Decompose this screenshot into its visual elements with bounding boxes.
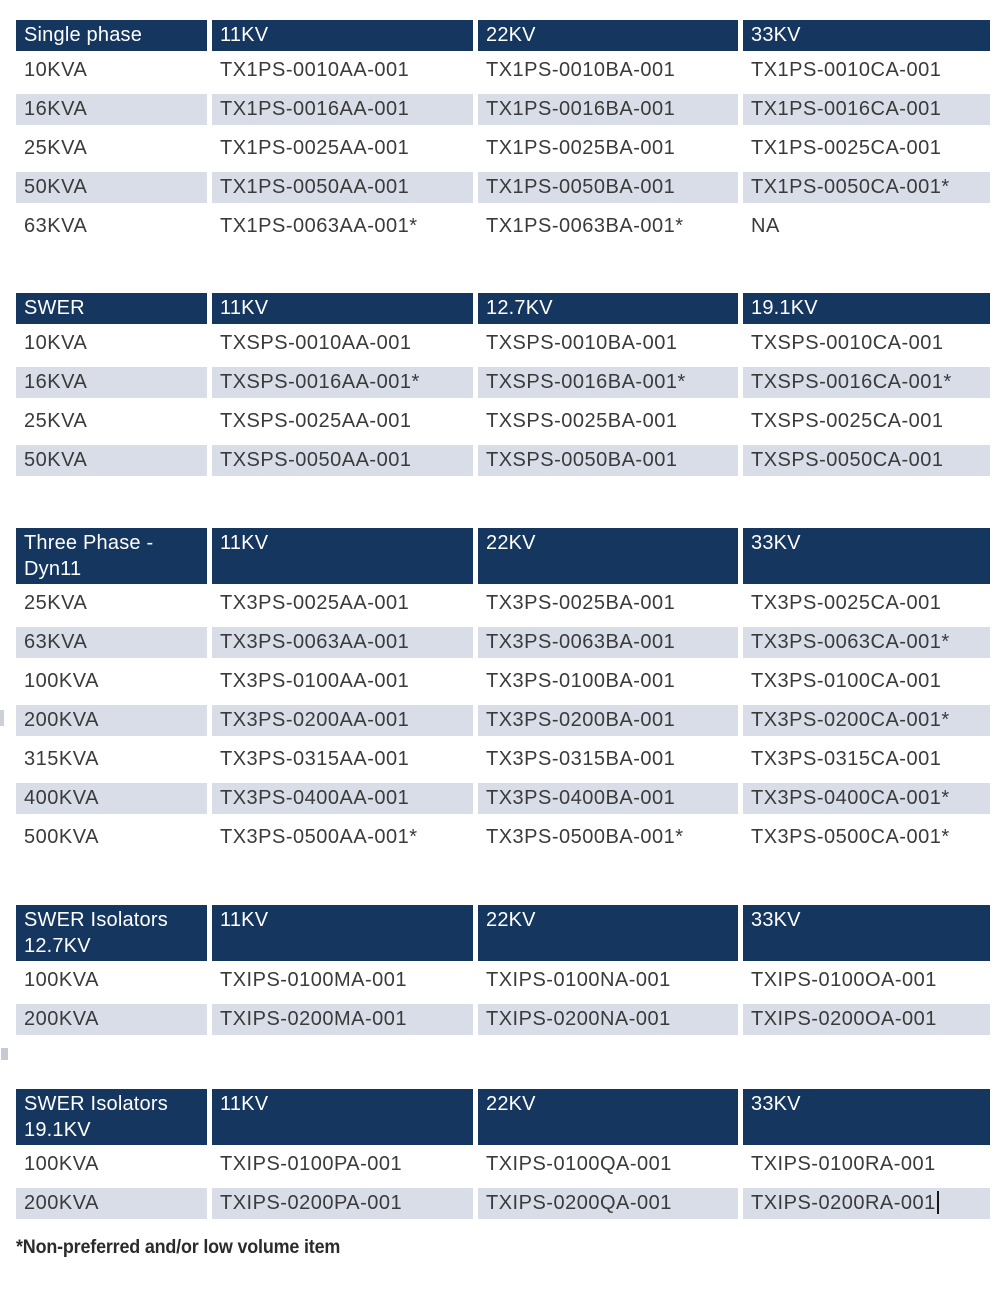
- edge-artifact: [0, 710, 4, 726]
- cell-text: TX3PS-0400CA-001*: [751, 787, 950, 809]
- row-label-cell: [16, 207, 207, 246]
- table-row: [16, 363, 990, 402]
- table-row: [16, 1184, 990, 1223]
- cell-text: TXSPS-0025CA-001: [751, 410, 944, 432]
- cell-text: TX3PS-0100BA-001: [486, 670, 676, 692]
- table-body: [16, 51, 990, 246]
- cell-text: 315KVA: [24, 748, 99, 770]
- cell-text: TX3PS-0025AA-001: [220, 592, 410, 614]
- table-body: [16, 324, 990, 480]
- text-cursor: [937, 1191, 939, 1214]
- table-row: [16, 623, 990, 662]
- product-code-cell: [743, 1000, 990, 1039]
- row-label-cell: [16, 961, 207, 1000]
- product-code-cell: [743, 207, 990, 246]
- column-header-11kv: 11KV: [212, 1089, 473, 1145]
- column-header-11kv: 11KV: [212, 20, 473, 51]
- cell-text: TXIPS-0200NA-001: [486, 1008, 671, 1030]
- edge-artifact: [1, 1048, 8, 1060]
- row-label-cell: [16, 701, 207, 740]
- row-label-cell: [16, 1145, 207, 1184]
- cell-text: TXIPS-0100PA-001: [220, 1153, 403, 1175]
- cell-text: TX1PS-0010AA-001: [220, 59, 410, 81]
- cell-text: TXIPS-0200OA-001: [751, 1008, 937, 1030]
- cell-text: TX3PS-0500AA-001*: [220, 826, 418, 848]
- cell-text: TXIPS-0100NA-001: [486, 969, 671, 991]
- row-label-cell: [16, 584, 207, 623]
- product-code-cell: [212, 701, 473, 740]
- cell-text: 200KVA: [24, 1008, 99, 1030]
- non-preferred-footnote: *Non-preferred and/or low volume item: [16, 1236, 341, 1258]
- table-row: [16, 402, 990, 441]
- table-row: [16, 1145, 990, 1184]
- product-code-cell: [478, 1184, 738, 1223]
- product-code-cell: [743, 129, 990, 168]
- cell-text: TX3PS-0500CA-001*: [751, 826, 950, 848]
- cell-text: TX3PS-0025CA-001: [751, 592, 942, 614]
- table-header-row: [16, 905, 990, 961]
- product-code-cell: [478, 662, 738, 701]
- cell-text: TX3PS-0200AA-001: [220, 709, 410, 731]
- column-header-11kv: 11KV: [212, 528, 473, 584]
- row-label-cell: [16, 818, 207, 857]
- table-body: [16, 961, 990, 1039]
- cell-text: TXSPS-0050AA-001: [220, 449, 412, 471]
- product-code-cell: [743, 740, 990, 779]
- row-label-cell: [16, 740, 207, 779]
- cell-text: TXIPS-0200QA-001: [486, 1192, 672, 1214]
- cell-text: TX3PS-0100AA-001: [220, 670, 410, 692]
- product-code-cell: [212, 961, 473, 1000]
- column-header-11kv: 11KV: [212, 905, 473, 961]
- product-code-cell: [478, 168, 738, 207]
- cell-text: TX1PS-0016CA-001: [751, 98, 942, 120]
- cell-text: TX1PS-0050AA-001: [220, 176, 410, 198]
- cell-text: TXIPS-0200MA-001: [220, 1008, 407, 1030]
- product-code-cell: [212, 90, 473, 129]
- table-row: [16, 818, 990, 857]
- row-label-cell: [16, 51, 207, 90]
- row-label-cell: [16, 168, 207, 207]
- product-code-cell: [743, 1145, 990, 1184]
- table-title-cell: SWER: [16, 293, 207, 324]
- table-title-cell: SWER Isolators 12.7KV: [16, 905, 207, 961]
- product-code-cell: [743, 402, 990, 441]
- cell-text: TX3PS-0200BA-001: [486, 709, 676, 731]
- cell-text: TXIPS-0100MA-001: [220, 969, 407, 991]
- product-code-cell: [743, 961, 990, 1000]
- cell-text: TX1PS-0050BA-001: [486, 176, 676, 198]
- product-code-cell: [478, 740, 738, 779]
- cell-text: TX3PS-0200CA-001*: [751, 709, 950, 731]
- product-code-cell: [478, 441, 738, 480]
- column-header-19-1kv: 19.1KV: [743, 293, 990, 324]
- table-header-row: [16, 293, 990, 324]
- row-label-cell: [16, 129, 207, 168]
- product-code-cell: [212, 363, 473, 402]
- cell-text: 500KVA: [24, 826, 99, 848]
- product-code-cell: [743, 701, 990, 740]
- product-code-cell: [212, 402, 473, 441]
- column-header-33kv: 33KV: [743, 905, 990, 961]
- table-title-cell: Single phase: [16, 20, 207, 51]
- cell-text: 63KVA: [24, 631, 88, 653]
- product-code-cell: [743, 1184, 990, 1223]
- cell-text: TX3PS-0400BA-001: [486, 787, 676, 809]
- cell-text: TX3PS-0063CA-001*: [751, 631, 950, 653]
- product-code-cell: [743, 818, 990, 857]
- cell-text: TX1PS-0063BA-001*: [486, 215, 684, 237]
- cell-text: TXIPS-0100RA-001: [751, 1153, 936, 1175]
- product-code-cell: [478, 90, 738, 129]
- product-code-cell: [478, 363, 738, 402]
- cell-text: TX1PS-0025CA-001: [751, 137, 942, 159]
- cell-text: TX3PS-0100CA-001: [751, 670, 942, 692]
- cell-text: TX1PS-0063AA-001*: [220, 215, 418, 237]
- cell-text: TX3PS-0315AA-001: [220, 748, 410, 770]
- product-code-cell: [478, 402, 738, 441]
- row-label-cell: [16, 1184, 207, 1223]
- product-code-cell: [212, 207, 473, 246]
- product-code-cell: [212, 1145, 473, 1184]
- product-code-cell: [212, 740, 473, 779]
- row-label-cell: [16, 402, 207, 441]
- row-label-cell: [16, 1000, 207, 1039]
- table-row: [16, 129, 990, 168]
- cell-text: TXSPS-0010AA-001: [220, 332, 412, 354]
- cell-text: TX1PS-0025BA-001: [486, 137, 676, 159]
- cell-text: TX1PS-0050CA-001*: [751, 176, 950, 198]
- product-code-cell: [212, 324, 473, 363]
- product-code-cell: [212, 51, 473, 90]
- table-row: [16, 701, 990, 740]
- cell-text: 25KVA: [24, 592, 88, 614]
- cell-text: TX1PS-0010CA-001: [751, 59, 942, 81]
- table-header-row: [16, 1089, 990, 1145]
- swer-table: [16, 293, 990, 480]
- column-header-22kv: 22KV: [478, 905, 738, 961]
- cell-text: 25KVA: [24, 410, 88, 432]
- product-code-cell: [743, 363, 990, 402]
- row-label-cell: [16, 324, 207, 363]
- table-row: [16, 441, 990, 480]
- product-code-cell: [212, 662, 473, 701]
- table-row: [16, 51, 990, 90]
- row-label-cell: [16, 90, 207, 129]
- cell-text: 10KVA: [24, 332, 88, 354]
- cell-text: TXIPS-0100OA-001: [751, 969, 937, 991]
- cell-text: TXSPS-0025AA-001: [220, 410, 412, 432]
- cell-text: 25KVA: [24, 137, 88, 159]
- row-label-cell: [16, 441, 207, 480]
- table-row: [16, 740, 990, 779]
- cell-text: TX1PS-0025AA-001: [220, 137, 410, 159]
- cell-text: 50KVA: [24, 449, 88, 471]
- product-code-cell: [478, 701, 738, 740]
- column-header-33kv: 33KV: [743, 528, 990, 584]
- product-code-cell: [212, 584, 473, 623]
- product-code-cell: [478, 51, 738, 90]
- table-body: [16, 584, 990, 857]
- cell-text: TX3PS-0025BA-001: [486, 592, 676, 614]
- table-row: [16, 324, 990, 363]
- product-code-cell: [743, 441, 990, 480]
- single-phase-table: [16, 20, 990, 246]
- table-header-row: [16, 528, 990, 584]
- column-header-33kv: 33KV: [743, 1089, 990, 1145]
- table-header-row: [16, 20, 990, 51]
- table-row: [16, 961, 990, 1000]
- cell-text: 100KVA: [24, 670, 99, 692]
- cell-text: 100KVA: [24, 969, 99, 991]
- column-header-22kv: 22KV: [478, 20, 738, 51]
- cell-text: 200KVA: [24, 1192, 99, 1214]
- row-label-cell: [16, 363, 207, 402]
- table-row: [16, 1000, 990, 1039]
- cell-text: NA: [751, 215, 780, 237]
- cell-text: TXSPS-0050BA-001: [486, 449, 678, 471]
- cell-text: TXSPS-0010BA-001: [486, 332, 678, 354]
- product-code-cell: [478, 1000, 738, 1039]
- cell-text: TX3PS-0315CA-001: [751, 748, 942, 770]
- table-title-cell: SWER Isolators 19.1KV: [16, 1089, 207, 1145]
- table-row: [16, 662, 990, 701]
- cell-text: 400KVA: [24, 787, 99, 809]
- cell-text: TX3PS-0400AA-001: [220, 787, 410, 809]
- table-row: [16, 90, 990, 129]
- table-row: [16, 584, 990, 623]
- cell-text: TXSPS-0016CA-001*: [751, 371, 952, 393]
- cell-text: 100KVA: [24, 1153, 99, 1175]
- product-code-cell: [478, 129, 738, 168]
- cell-text: TX3PS-0315BA-001: [486, 748, 676, 770]
- row-label-cell: [16, 662, 207, 701]
- three-phase-dyn11-table: [16, 528, 990, 857]
- cell-text: 63KVA: [24, 215, 88, 237]
- cell-text: TX3PS-0063BA-001: [486, 631, 676, 653]
- cell-text: 16KVA: [24, 371, 88, 393]
- cell-text: TXIPS-0200RA-001: [751, 1192, 936, 1214]
- product-code-cell: [743, 584, 990, 623]
- table-row: [16, 168, 990, 207]
- product-code-cell: [743, 51, 990, 90]
- cell-text: TXSPS-0010CA-001: [751, 332, 944, 354]
- product-code-cell: [743, 90, 990, 129]
- product-code-cell: [212, 623, 473, 662]
- cell-text: 16KVA: [24, 98, 88, 120]
- table-title-cell: Three Phase - Dyn11: [16, 528, 207, 584]
- cell-text: 10KVA: [24, 59, 88, 81]
- cell-text: TX1PS-0016AA-001: [220, 98, 410, 120]
- cell-text: TXSPS-0050CA-001: [751, 449, 944, 471]
- product-code-cell: [478, 779, 738, 818]
- product-code-cell: [212, 168, 473, 207]
- table-row: [16, 779, 990, 818]
- product-code-cell: [478, 324, 738, 363]
- column-header-33kv: 33KV: [743, 20, 990, 51]
- row-label-cell: [16, 623, 207, 662]
- product-code-cell: [743, 168, 990, 207]
- cell-text: 200KVA: [24, 709, 99, 731]
- product-code-cell: [743, 623, 990, 662]
- product-code-cell: [212, 779, 473, 818]
- product-code-cell: [478, 961, 738, 1000]
- product-code-cell: [212, 129, 473, 168]
- product-code-cell: [478, 1145, 738, 1184]
- product-code-cell: [478, 818, 738, 857]
- cell-text: TXIPS-0200PA-001: [220, 1192, 403, 1214]
- cell-text: TX3PS-0500BA-001*: [486, 826, 684, 848]
- product-code-cell: [212, 818, 473, 857]
- cell-text: TX1PS-0010BA-001: [486, 59, 676, 81]
- table-body: [16, 1145, 990, 1223]
- column-header-12-7kv: 12.7KV: [478, 293, 738, 324]
- cell-text: TXSPS-0016AA-001*: [220, 371, 420, 393]
- product-code-cell: [212, 1000, 473, 1039]
- column-header-11kv: 11KV: [212, 293, 473, 324]
- product-code-cell: [478, 584, 738, 623]
- table-row: [16, 207, 990, 246]
- cell-text: TXSPS-0025BA-001: [486, 410, 678, 432]
- swer-isolators-19-1kv-table: [16, 1089, 990, 1223]
- product-code-cell: [743, 662, 990, 701]
- column-header-22kv: 22KV: [478, 528, 738, 584]
- product-code-cell: [478, 207, 738, 246]
- swer-isolators-12-7kv-table: [16, 905, 990, 1039]
- column-header-22kv: 22KV: [478, 1089, 738, 1145]
- cell-text: TX1PS-0016BA-001: [486, 98, 676, 120]
- cell-text: TXSPS-0016BA-001*: [486, 371, 686, 393]
- cell-text: 50KVA: [24, 176, 88, 198]
- cell-text: TX3PS-0063AA-001: [220, 631, 410, 653]
- product-code-cell: [212, 441, 473, 480]
- row-label-cell: [16, 779, 207, 818]
- cell-text: TXIPS-0100QA-001: [486, 1153, 672, 1175]
- product-code-cell: [212, 1184, 473, 1223]
- product-code-cell: [478, 623, 738, 662]
- product-code-cell: [743, 779, 990, 818]
- product-code-cell: [743, 324, 990, 363]
